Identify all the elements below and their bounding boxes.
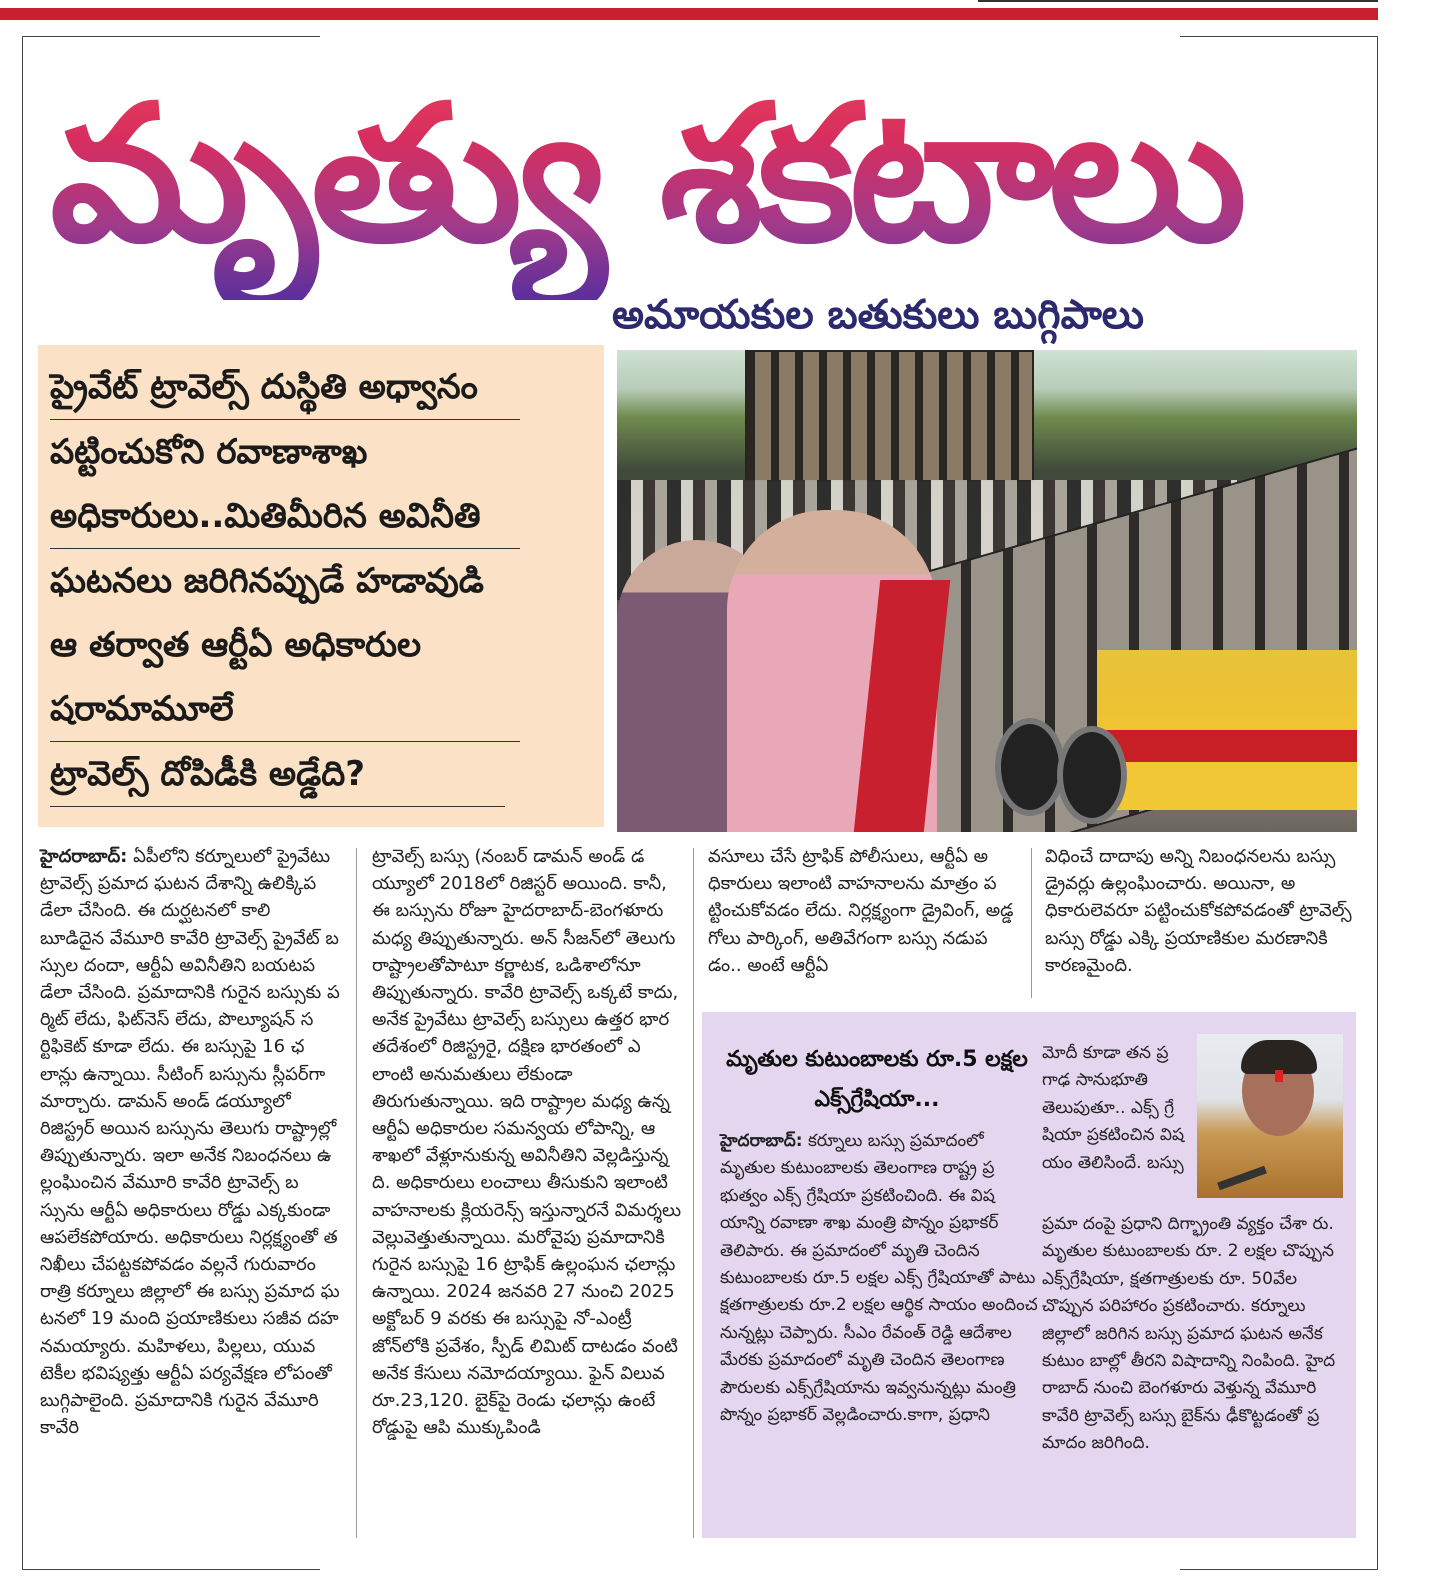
frame-bottom-gap: [320, 1565, 1180, 1575]
highlights-box: [38, 345, 604, 827]
highlight-line-5: ఆ తర్వాత ఆర్టీఏ అధికారుల: [50, 625, 422, 665]
highlight-line-1: ప్రైవేట్ ట్రావెల్స్ దుస్థితి అధ్వానం: [50, 355, 520, 420]
bus-wheel: [1057, 726, 1127, 824]
headline: మృత్యు శకటాలు: [50, 50, 1350, 300]
dateline: హైదరాబాద్:: [40, 846, 128, 867]
article-column-4: విధించే దాదాపు అన్ని నిబంధనలను బస్సు డ్రైవర్లు ఉల్లంఘించారు. అయినా, అధికారులెవరూ పట్టించుకోకపోవడంతో ట్రావెల్స్ బస్సు రోడ్డు ఎక్కి ప్రయాణికుల మరణానికి కారణమైంది.: [1045, 846, 1352, 976]
highlight-line-6: షరామామూలే: [50, 677, 520, 742]
highlight-line-3: అధికారులు..మితిమీరిన అవినీతి: [50, 484, 520, 549]
frame-top-gap: [320, 30, 1180, 40]
exgratia-body: [720, 1128, 1038, 1429]
portrait-tilak: [1275, 1070, 1283, 1082]
portrait-hair: [1241, 1040, 1317, 1074]
article-column-2: ట్రావెల్స్ బస్సు (నంబర్ డామన్ అండ్ డయ్యూలో 2018లో రిజిస్టర్ అయింది. కానీ, ఈ బస్సును రోజూ హైదరాబాద్-బెంగళూరు మధ్య తిప్పుతున్నారు. అన్ సీజన్‌లో తెలుగు రాష్ట్రాలతోపాటూ కర్ణాటక, ఒడిశాలోనూ తిప్పుతున్నారు. కావేరి ట్రావెల్స్ ఒక్కటే కాదు, అనేక ప్రైవేటు ట్రావెల్స్ బస్సులు ఉత్తర భారతదేశంలో రిజిస్ట్రరై, దక్షిణ భారతంలో ఎలాంటి అనుమతులు లేకుండా తిరుగుతున్నాయి. ఇది రాష్ట్రాల మధ్య ఉన్న ఆర్టీఏ అధికారుల సమన్వయ లోపాన్ని, ఆ శాఖలో వేళ్లూనుకున్న అవినీతిని వెల్లడిస్తున్నది. అధికారులు లంచాలు తీసుకుని ఇలాంటి వాహనాలకు క్లియరెన్స్ ఇస్తున్నారనే విమర్శలు వెల్లువెత్తుతున్నాయి. మరోవైపు ప్రమాదానికి గురైన బస్సుపై 16 ట్రాఫిక్ ఉల్లంఘన ఛలాన్లు ఉన్నాయి. 2024 జనవరి 27 నుంచి 2025 అక్టోబర్ 9 వరకు ఈ బస్సుపై నో-ఎంట్రీ జోన్‌లోకి ప్రవేశం, స్పీడ్ లిమిట్ దాటడం వంటి అనేక కేసులు నమోదయ్యాయి. ఫైన్ విలువ రూ.23,120. బైక్‌పై రెండు ఛలాన్లు ఉంటే రోడ్డుపై ఆపి ముక్కుపిండి: [372, 846, 682, 1439]
highlight-line-7: ట్రావెల్స్ దోపిడీకి అడ్డేది?: [50, 742, 505, 807]
column-divider: [1031, 848, 1032, 998]
column-divider: [693, 848, 694, 1538]
article-col1-text: ఏపీలోని కర్నూలులో ప్రైవేటు ట్రావెల్స్ ప్రమాద ఘటన దేశాన్ని ఉలిక్కిపడేలా చేసింది. ఈ దుర్ఘటనలో కాలి బూడిదైన వేమూరి కావేరి ట్రావెల్స్ ప్రైవేట్ బస్సుల దందా, ఆర్టీఏ అవినీతిని బయటపడేలా చేసింది. ప్రమాదానికి గురైన బస్సుకు పర్మిట్ లేదు, ఫిట్‌నెస్ లేదు, పొల్యూషన్ సర్టిఫికెట్ కూడా లేదు. ఈ బస్సుపై 16 ఛలాన్లు ఉన్నాయి. సీటింగ్ బస్సును స్లీపర్‌గా మార్చారు. డామన్ అండ్ డయ్యూలో రిజిస్ట్రర్ అయిన బస్సును తెలుగు రాష్ట్రాల్లో తిప్పుతున్నారు. ఇలా అనేక నిబంధనలు ఉల్లంఘించిన వేమూరి కావేరి ట్రావెల్స్ బస్సును ఆర్టీఏ అధికారులు రోడ్డు ఎక్కకుండా ఆపలేకపోయారు. అధికారులు నిర్లక్ష్యంతో తనిఖీలు చేపట్టకపోవడం వల్లనే గురువారం రాత్రి కర్నూలు జిల్లాలో ఈ బస్సు ప్రమాద ఘటనలో 19 మంది ప్రయాణికులు సజీవ దహనమయ్యారు. మహిళలు, పిల్లలు, యువ టెకీల భవిష్యత్తు ఆర్టీఏ పర్యవేక్షణ లోపంతో బుగ్గిపాలైంది. ప్రమాదానికి గురైన వేమూరి కావేరి: [40, 846, 340, 1439]
masthead-red-bar: [0, 8, 1378, 20]
highlight-line-2: పట్టించుకోని రవాణాశాఖ: [50, 432, 368, 472]
microphone-icon: [1217, 1166, 1267, 1191]
exgratia-dateline: హైదరాబాద్:: [720, 1131, 803, 1151]
column-divider: [356, 848, 357, 1538]
bus-body-yellow: [1097, 650, 1357, 810]
article-column-1: [40, 843, 340, 1441]
subheadline: అమాయకుల బతుకులు బుగ్గిపాలు: [612, 292, 1145, 338]
exgratia-side-text: మోదీ కూడా తన ప్రగాఢ సానుభూతి తెలుపుతూ.. ఎక్స్ గ్రే షియా ప్రకటించిన విషయం తెలిసిందే. బస్సు: [1042, 1043, 1185, 1173]
top-rule: [978, 0, 1378, 2]
highlight-line-4: ఘటనలు జరిగినప్పుడే హడావుడి: [50, 561, 484, 601]
exgratia-bottom-text: ప్రమా దంపై ప్రధాని దిగ్భ్రాంతి వ్యక్తం చేశా రు. మృతుల కుటుంబాలకు రూ. 2 లక్షల చొప్పున ఎక్స్‌గ్రేషియా, క్షతగాత్రులకు రూ. 50వేల చొప్పున పరిహారం ప్రకటించారు. కర్నూలు జిల్లాలో జరిగిన బస్సు ప్రమాద ఘటన అనేక కుటుం బాల్లో తీరని విషాదాన్ని నింపింది. హైదరాబాద్ నుంచి బెంగళూరు వెళ్తున్న వేమూరి కావేరి ట్రావెల్స్ బస్సు బైక్‌ను ఢీకొట్టడంతో ప్రమాదం జరిగింది.: [1042, 1214, 1336, 1454]
bus-wheel: [995, 718, 1065, 816]
article-column-3: వసూలు చేసే ట్రాఫిక్ పోలీసులు, ఆర్టీఏ అధికారులు ఇలాంటి వాహనాలను మాత్రం పట్టించుకోవడం లేదు. నిర్లక్ష్యంగా డ్రైవింగ్, అడ్డగోలు పార్కింగ్, అతివేగంగా బస్సు నడుపడం.. అంటే ఆర్టీఏ: [708, 846, 1014, 976]
burnt-bus-background: [745, 350, 1034, 482]
exgratia-title: మృతుల కుటుంబాలకు రూ.5 లక్షల ఎక్స్‌గ్రేషియా...: [726, 1047, 1028, 1112]
exgratia-body-text: కర్నూలు బస్సు ప్రమాదంలో మృతుల కుటుంబాలకు తెలంగాణ రాష్ట్ర ప్రభుత్వం ఎక్స్ గ్రేషియా ప్రకటించింది. ఈ విషయాన్ని రవాణా శాఖ మంత్రి పొన్నం ప్రభాకర్ తెలిపారు. ఈ ప్రమాదంలో మృతి చెందిన కుటుంబాలకు రూ.5 లక్షల ఎక్స్ గ్రేషియాతో పాటు క్షతగాత్రులకు రూ.2 లక్షల ఆర్థిక సాయం అందించనున్నట్లు చెప్పారు. సీఎం రేవంత్ రెడ్డి ఆదేశాల మేరకు ప్రమాదంలో మృతి చెందిన తెలంగాణ పౌరులకు ఎక్స్‌గ్రేషియాను ఇవ్వనున్నట్లు మంత్రి పొన్నం ప్రభాకర్ వెల్లడించారు.కాగా, ప్రధాని: [720, 1131, 1038, 1426]
minister-portrait: [1197, 1034, 1343, 1198]
burnt-bus-photo: [617, 350, 1357, 832]
